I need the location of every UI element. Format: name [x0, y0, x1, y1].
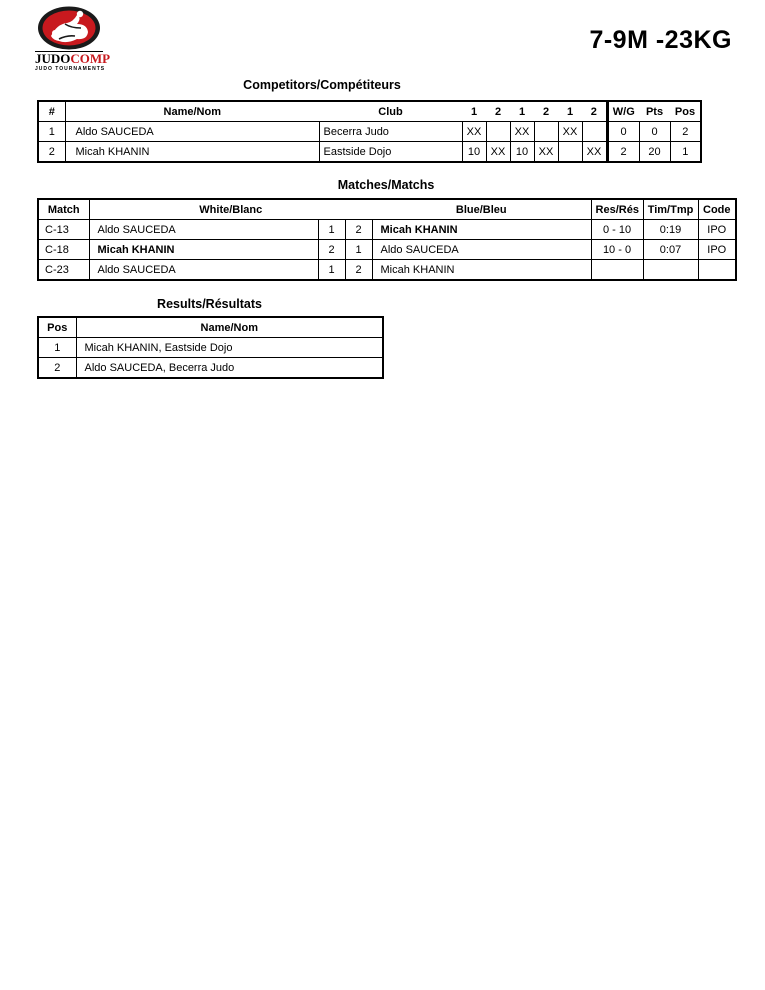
- judo-throw-emblem-icon: [37, 6, 101, 50]
- match-code: [698, 260, 736, 281]
- result-row: [38, 338, 383, 358]
- score-cell: 10: [462, 142, 486, 163]
- score-cell: XX: [534, 142, 558, 163]
- col-header-name: Name/Nom: [65, 101, 319, 122]
- category-title: 7-9M -23KG: [589, 26, 732, 54]
- white-seed: 1: [318, 260, 345, 281]
- col-header-score-3: 1: [510, 101, 534, 122]
- competitor-name: Micah KHANIN: [65, 142, 319, 163]
- col-header-score-1: 1: [462, 101, 486, 122]
- score-cell: 10: [510, 142, 534, 163]
- col-header-score-5: 1: [558, 101, 582, 122]
- competitor-name: Aldo SAUCEDA: [65, 122, 319, 142]
- competitor-club: Becerra Judo: [319, 122, 462, 142]
- white-competitor: Aldo SAUCEDA: [89, 220, 318, 240]
- result-name: Micah KHANIN, Eastside Dojo: [76, 338, 383, 358]
- col-header-score-2: 2: [486, 101, 510, 122]
- match-code: IPO: [698, 240, 736, 260]
- match-row: [38, 220, 736, 240]
- competitors-table: [37, 100, 702, 163]
- blue-competitor: Micah KHANIN: [372, 260, 591, 281]
- wins-cell: 0: [607, 122, 639, 142]
- white-seed: 2: [318, 240, 345, 260]
- blue-seed: 1: [345, 240, 372, 260]
- match-row: [38, 240, 736, 260]
- col-header-blue: Blue/Bleu: [372, 199, 591, 220]
- result-name: Aldo SAUCEDA, Becerra Judo: [76, 358, 383, 379]
- col-header-result: Res/Rés: [591, 199, 643, 220]
- score-cell: [558, 142, 582, 163]
- competitor-row: [38, 122, 701, 142]
- match-time: [643, 260, 698, 281]
- col-header-time: Tim/Tmp: [643, 199, 698, 220]
- logo-wordmark: [35, 51, 111, 66]
- white-competitor: Micah KHANIN: [89, 240, 318, 260]
- match-id: C-13: [38, 220, 89, 240]
- match-id: C-18: [38, 240, 89, 260]
- col-header-pos: Pos: [38, 317, 76, 338]
- wins-cell: 2: [607, 142, 639, 163]
- position-cell: 1: [670, 142, 701, 163]
- competitor-number: 1: [38, 122, 65, 142]
- white-seed: 1: [318, 220, 345, 240]
- col-header-score-6: 2: [582, 101, 607, 122]
- score-cell: [486, 122, 510, 142]
- col-header-club: Club: [319, 101, 462, 122]
- col-header-match: Match: [38, 199, 89, 220]
- score-cell: XX: [462, 122, 486, 142]
- match-result: 10 - 0: [591, 240, 643, 260]
- match-code: IPO: [698, 220, 736, 240]
- points-cell: 0: [639, 122, 670, 142]
- logo-wordmark-judo: JUDO: [35, 51, 71, 66]
- points-cell: 20: [639, 142, 670, 163]
- white-competitor: Aldo SAUCEDA: [89, 260, 318, 281]
- competitors-section-title: Competitors/Compétiteurs: [243, 78, 401, 92]
- col-header-pos: Pos: [670, 101, 701, 122]
- logo-wordmark-comp: COMP: [70, 51, 111, 66]
- matches-section-title: Matches/Matchs: [337, 178, 435, 192]
- result-position: 1: [38, 338, 76, 358]
- col-header-pts: Pts: [639, 101, 670, 122]
- match-time: 0:19: [643, 220, 698, 240]
- score-cell: XX: [486, 142, 510, 163]
- col-header-code: Code: [698, 199, 736, 220]
- results-section-title: Results/Résultats: [157, 297, 262, 311]
- score-cell: [534, 122, 558, 142]
- match-row: [38, 260, 736, 281]
- blue-competitor: Micah KHANIN: [372, 220, 591, 240]
- score-cell: XX: [558, 122, 582, 142]
- competitor-row: [38, 142, 701, 163]
- col-header-score-4: 2: [534, 101, 558, 122]
- result-row: [38, 358, 383, 379]
- blue-competitor: Aldo SAUCEDA: [372, 240, 591, 260]
- competitor-number: 2: [38, 142, 65, 163]
- score-cell: XX: [582, 142, 607, 163]
- match-id: C-23: [38, 260, 89, 281]
- position-cell: 2: [670, 122, 701, 142]
- match-time: 0:07: [643, 240, 698, 260]
- competitors-header-row: [38, 101, 701, 122]
- col-header-wg: W/G: [607, 101, 639, 122]
- judocomp-logo: [35, 6, 111, 72]
- results-table: [37, 316, 384, 379]
- competitor-club: Eastside Dojo: [319, 142, 462, 163]
- blue-seed: 2: [345, 220, 372, 240]
- result-position: 2: [38, 358, 76, 379]
- match-result: 0 - 10: [591, 220, 643, 240]
- col-header-white: White/Blanc: [89, 199, 372, 220]
- results-header-row: [38, 317, 383, 338]
- col-header-name: Name/Nom: [76, 317, 383, 338]
- score-cell: XX: [510, 122, 534, 142]
- matches-header-row: [38, 199, 736, 220]
- logo-tagline: JUDO TOURNAMENTS: [35, 66, 106, 72]
- matches-table: [37, 198, 737, 281]
- col-header-number: #: [38, 101, 65, 122]
- score-cell: [582, 122, 607, 142]
- blue-seed: 2: [345, 260, 372, 281]
- match-result: [591, 260, 643, 281]
